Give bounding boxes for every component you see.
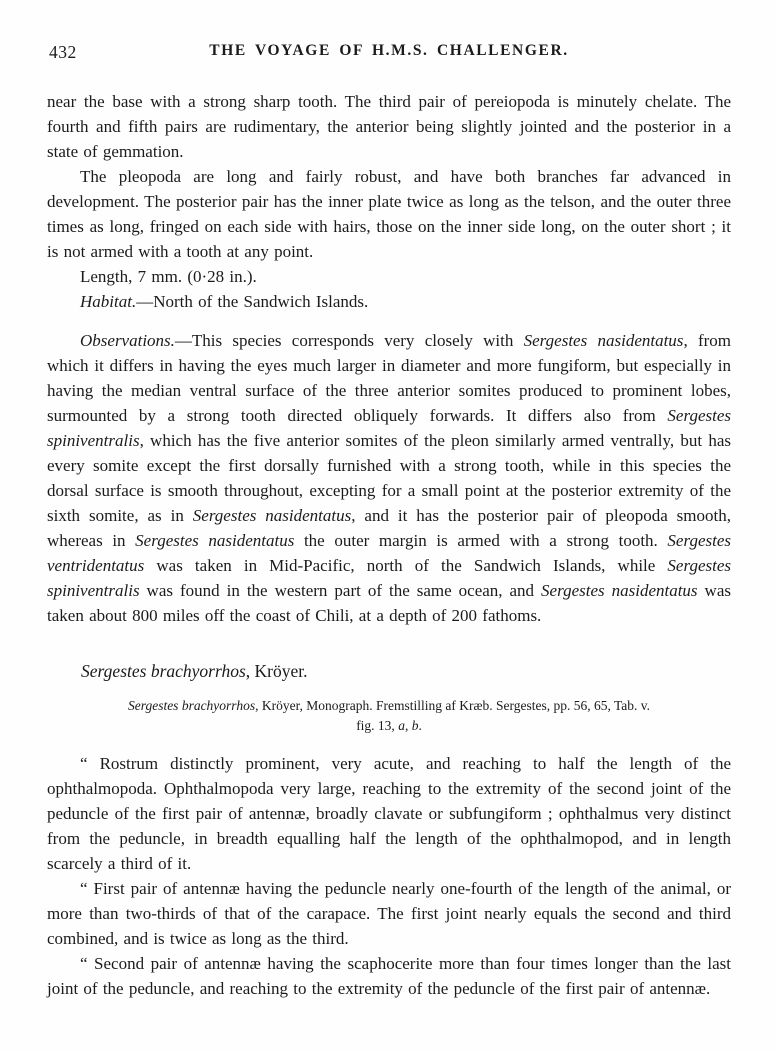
page-number: 432 (49, 42, 77, 62)
paragraph-second-antennae: “ Second pair of antennæ having the scaphocerite more than four times longer than the last joint of the peduncle, and reaching to the extremity of the peduncle of the first pair of antennæ. (47, 954, 731, 998)
citation-block (47, 696, 731, 736)
citation-line: Sergestes brachyorrhos, Kröyer, Monograph. Fremstilling af Kræb. Sergestes, pp. 56, 65, Tab. v. (127, 698, 651, 713)
line-length: Length, 7 mm. (0·28 in.). (80, 267, 257, 286)
species-heading: Sergestes brachyorrhos, Kröyer. (81, 661, 308, 681)
paragraph-rostrum: “ Rostrum distinctly prominent, very acute, and reaching to half the length of the ophthalmopoda. Ophthalmopoda very large, reaching to the extremity of the second joint of the peduncle of the first pair of antennæ, broadly clavate or subfungiform ; ophthalmus very distinct from the peduncle, in breadth equalling half the length of the ophthalmopod, and in length scarcely a third of it. (47, 754, 731, 873)
page-header (47, 42, 731, 66)
citation-line: fig. 13, a, b. (356, 718, 422, 733)
paragraph-pleopoda: The pleopoda are long and fairly robust, and have both branches far advanced in development. The posterior pair has the inner plate twice as long as the telson, and the outer three times as long, fringed on each side with hairs, those on the inner side long, on the outer short ; it is not armed with a tooth at any point. (47, 167, 731, 261)
paragraph-observations: Observations.—This species corresponds very closely with Sergestes nasidentatus, from which it differs in having the eyes much larger in diameter and more fungiform, but especially in having the median ventral surface of the three anterior somites produced to prominent lobes, surmounted by a strong tooth directed obliquely forwards. It differs also from Sergestes spiniventralis, which has the five anterior somites of the pleon similarly armed ventrally, but has every somite except the first dorsally furnished with a strong tooth, while in this species the dorsal surface is smooth throughout, excepting for a small point at the posterior extremity of the sixth somite, as in Sergestes nasidentatus, and it has the posterior pair of pleopoda smooth, whereas in Sergestes nasidentatus the outer margin is armed with a strong tooth. Sergestes ventridentatus was taken in Mid-Pacific, north of the Sandwich Islands, while Sergestes spiniventralis was found in the western part of the same ocean, and Sergestes nasidentatus was taken about 800 miles off the coast of Chili, at a depth of 200 fathoms. (47, 331, 732, 625)
paragraph-pereiopoda: near the base with a strong sharp tooth. The third pair of pereiopoda is minutely chelate. The fourth and fifth pairs are rudimentary, the anterior being slightly jointed and the posterior in a state of gemmation. (47, 92, 731, 161)
paragraph-first-antennae: “ First pair of antennæ having the peduncle nearly one-fourth of the length of the animal, or more than two-thirds of that of the carapace. The first joint nearly equals the second and third combined, and is twice as long as the third. (47, 879, 731, 948)
running-title: THE VOYAGE OF H.M.S. CHALLENGER. (209, 42, 569, 59)
line-habitat: Habitat.—North of the Sandwich Islands. (80, 292, 369, 311)
page-body (47, 89, 731, 1001)
